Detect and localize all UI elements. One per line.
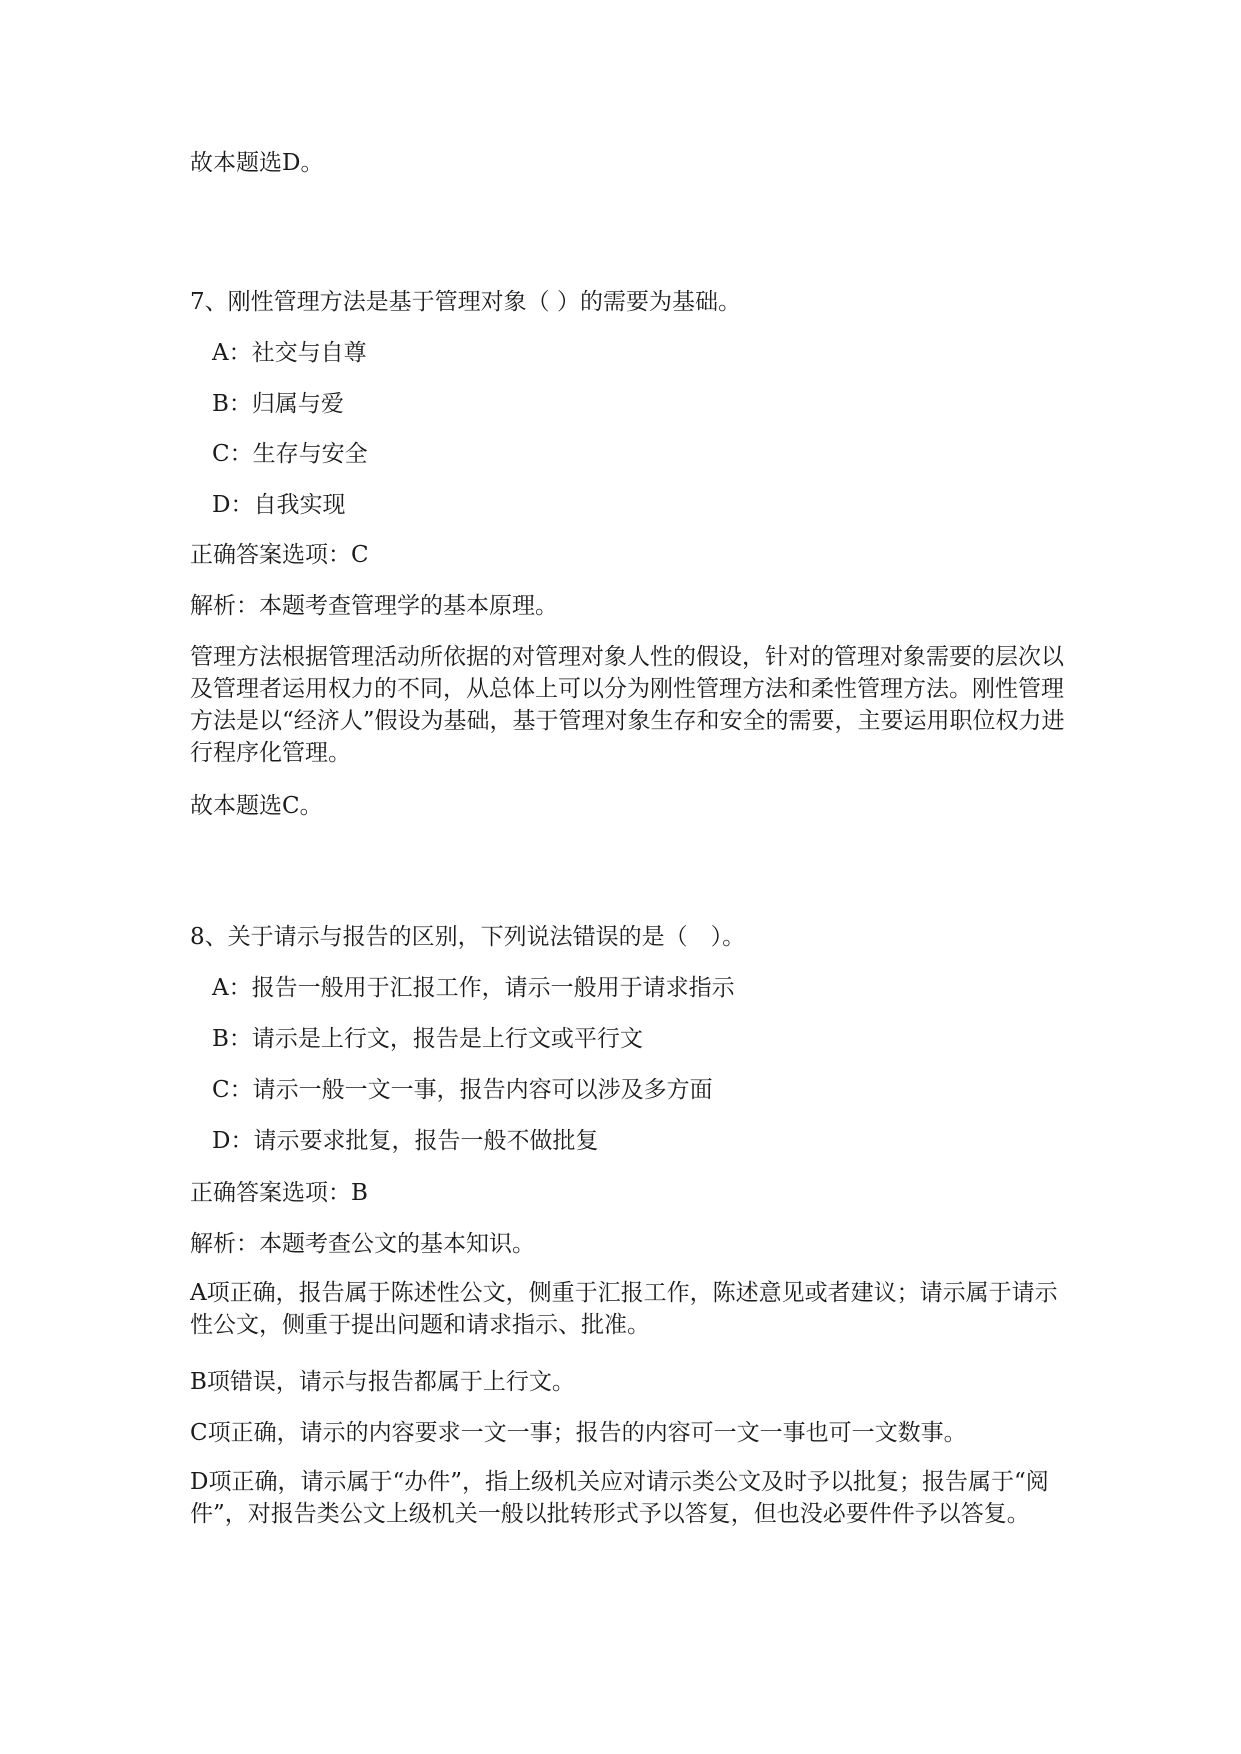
q8-option-b: B：请示是上行文，报告是上行文或平行文 (212, 1026, 643, 1052)
prev-conclusion: 故本题选D。 (190, 150, 324, 176)
q8-stem: 8、关于请示与报告的区别，下列说法错误的是（ ）。 (190, 924, 746, 950)
q8-option-c: C：请示一般一文一事，报告内容可以涉及多方面 (212, 1077, 713, 1103)
q8-analysis-title: 解析：本题考查公文的基本知识。 (190, 1231, 535, 1257)
q8-analysis-d: D项正确，请示属于“办件”，指上级机关应对请示类公文及时予以批复；报告属于“阅件”，对报告类公文上级机关一般以批转形式予以答复，但也没必要件件予以答复。 (190, 1469, 1049, 1527)
q8-analysis-b: B项错误，请示与报告都属于上行文。 (190, 1369, 575, 1395)
q7-answer: 正确答案选项：C (190, 542, 369, 568)
q8-option-d: D：请示要求批复，报告一般不做批复 (212, 1128, 599, 1154)
q7-option-c: C：生存与安全 (212, 441, 368, 467)
q7-stem: 7、刚性管理方法是基于管理对象（ ）的需要为基础。 (190, 289, 741, 315)
q7-conclusion: 故本题选C。 (190, 793, 323, 819)
q8-answer: 正确答案选项：B (190, 1180, 368, 1206)
q7-analysis-body: 管理方法根据管理活动所依据的对管理对象人性的假设，针对的管理对象需要的层次以及管理者运用权力的不同，从总体上可以分为刚性管理方法和柔性管理方法。刚性管理方法是以“经济人”假设为基础，基于管理对象生存和安全的需要，主要运用职位权力进行程序化管理。 (190, 644, 1065, 766)
q7-analysis-title: 解析：本题考查管理学的基本原理。 (190, 593, 558, 619)
q8-analysis-a: A项正确，报告属于陈述性公文，侧重于汇报工作，陈述意见或者建议；请示属于请示性公文，侧重于提出问题和请求指示、批准。 (190, 1280, 1058, 1338)
q8-option-a: A：报告一般用于汇报工作，请示一般用于请求指示 (212, 975, 735, 1001)
q7-option-d: D：自我实现 (212, 492, 346, 518)
q7-option-b: B：归属与爱 (212, 391, 344, 417)
q7-option-a: A：社交与自尊 (212, 340, 367, 366)
q8-analysis-c: C项正确，请示的内容要求一文一事；报告的内容可一文一事也可一文数事。 (190, 1420, 967, 1446)
